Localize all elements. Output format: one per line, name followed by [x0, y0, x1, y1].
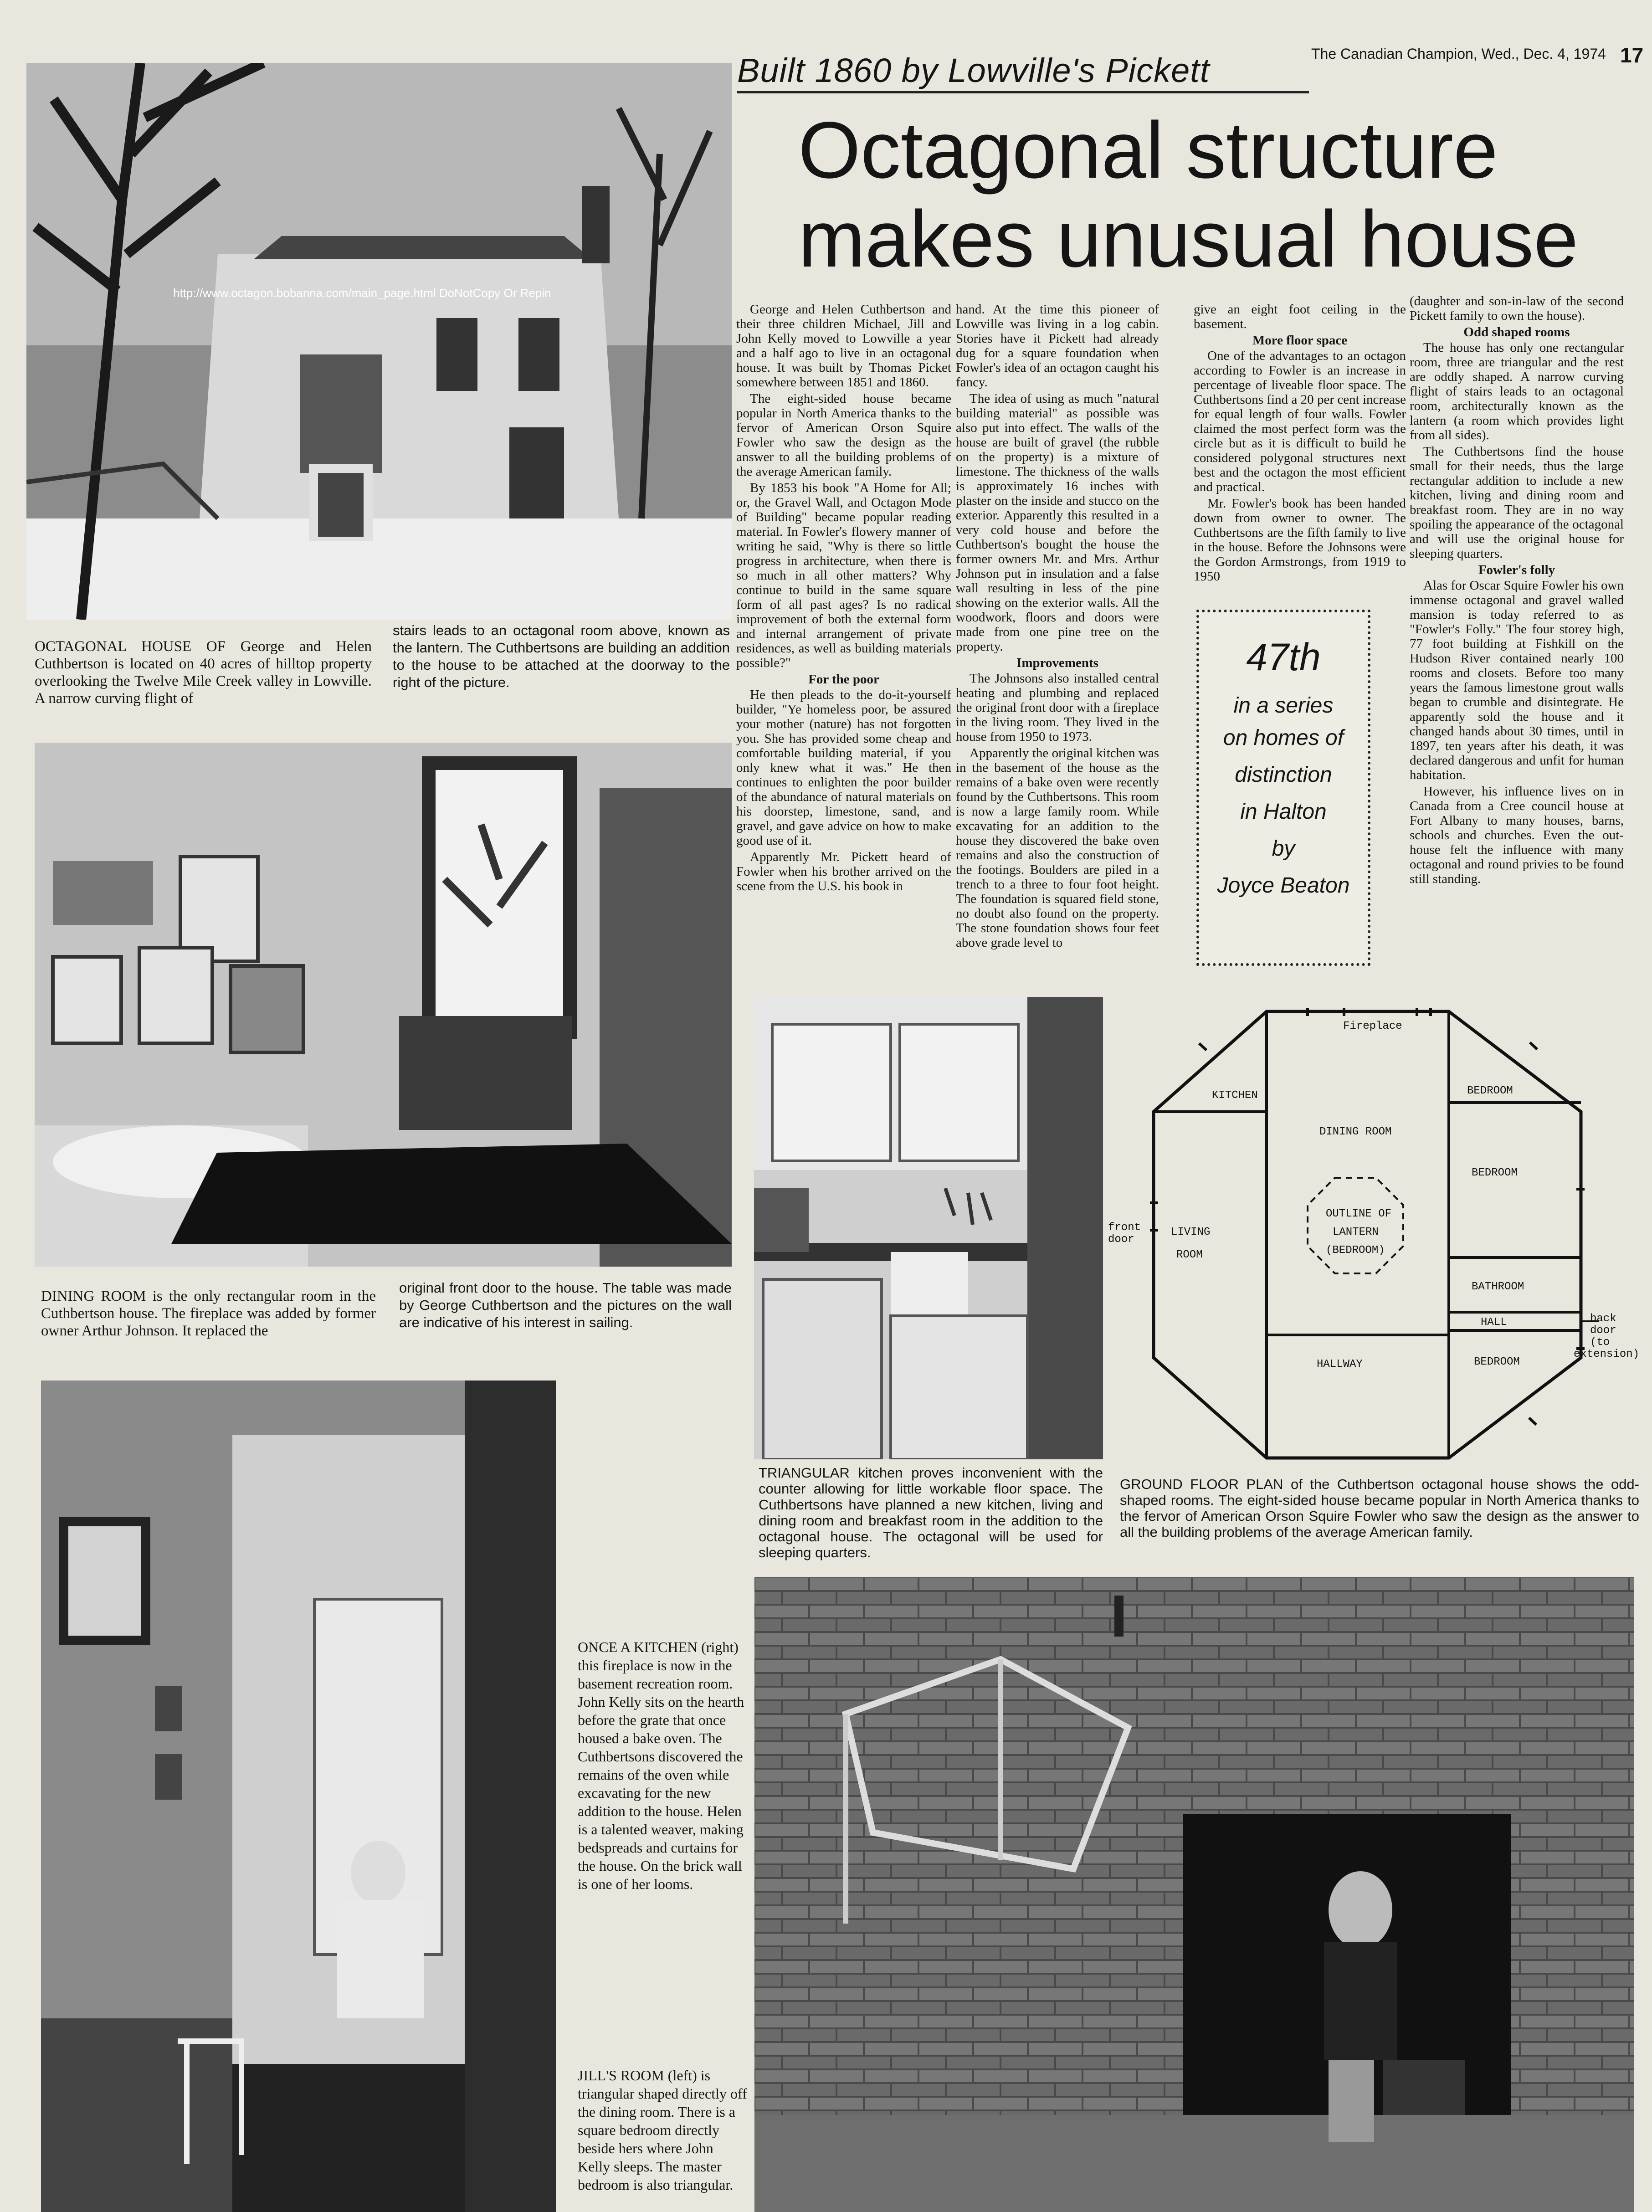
col1-para-2: The eight-sided house became popular in North America thanks to the fervor of American Orson Squire Fowler who saw the design as the answer to all the building problems of the average American family.	[736, 391, 951, 479]
series-box	[1196, 610, 1370, 966]
col1-subhead: For the poor	[808, 672, 879, 687]
col3-para-3: Mr. Fowler's book has been handed down from owner to owner. The Cuthbertsons are the fifth family to live in the house. Before the Johnsons were the Gordon Armstrongs, from 1919 to 1950	[1194, 496, 1406, 584]
plan-back-label-3: (to	[1590, 1336, 1610, 1349]
col3-para-2: One of the advantages to an octagon according to Fowler is an increase in percentage of liveable floor space. The Cuthbertsons find a 20 per cent increase for equal length of four walls. Fowler claimed the most perfect form was the circle but as it is difficult to build he considered polygonal structures next best and the octagon the most efficient and practical.	[1194, 349, 1406, 494]
floor-plan-caption: GROUND FLOOR PLAN of the Cuthbertson octagonal house shows the odd-shaped rooms. The eight-sided house became popular in North America thanks to the fervor of American Orson Squire Fowler who saw the design as the answer to all the building problems of the average American family.	[1120, 1476, 1639, 1540]
series-line-5: in Halton	[1240, 800, 1327, 824]
article-column-1	[736, 302, 951, 895]
col2-para-1: hand. At the time this pioneer of Lowville was living in a log cabin. Stories have it Pickett had already dug for a square foundation when Fowler's idea of an octagon caught his fancy.	[956, 302, 1159, 390]
kitchen-photo	[754, 997, 1103, 1459]
series-author: Joyce Beaton	[1217, 873, 1350, 898]
plan-hall-label: HALL	[1481, 1316, 1507, 1329]
col1-para-4: He then pleads to the do-it-yourself builder, "Ye homeless poor, be assured your mother (nature) has not forgotten you. She has provided some cheap and comfortable building material, if you only knew what it was." He then continues to enlighten the poor builder of the abundance of natural materials on his doorstep, limestone, sand, and gravel, and gave advice on how to make good use of it.	[736, 688, 951, 848]
kicker-underline	[737, 91, 1309, 93]
col4-para-2: The house has only one rectangular room, three are triangular and the rest are oddly shaped. A narrow curving flight of stairs leads to an octagonal room, architecturally known as the lantern (a room which provides light from all sides).	[1410, 340, 1624, 442]
headline-line-1: Octagonal structure	[798, 106, 1498, 195]
plan-outline-label-3: (BEDROOM)	[1326, 1244, 1385, 1257]
plan-bedroom-1-label: BEDROOM	[1467, 1085, 1513, 1097]
article-column-3	[1194, 302, 1406, 585]
watermark-text: http://www.octagon.bobanna.com/main_page.html DoNotCopy Or Repin	[173, 286, 551, 300]
plan-outline-label-1: OUTLINE OF	[1326, 1208, 1392, 1220]
dining-room-photo	[35, 743, 732, 1267]
plan-kitchen-label: KITCHEN	[1212, 1089, 1258, 1102]
house-caption-right: stairs leads to an octagonal room above, known as the lantern. The Cuthbertsons are building an addition to the house to be attached at the doorway to the right of the picture.	[393, 622, 730, 690]
series-number: 47th	[1246, 636, 1321, 678]
plan-fireplace-label: Fireplace	[1343, 1020, 1402, 1032]
series-line-3: on homes of	[1223, 726, 1344, 750]
page-number: 17	[1620, 43, 1644, 67]
article-column-4	[1410, 294, 1624, 888]
col2-para-3: The Johnsons also installed central heating and plumbing and replaced the original front door with a fireplace in the living room. They lived in the house from 1950 to 1973.	[956, 671, 1159, 744]
col2-subhead: Improvements	[1016, 656, 1098, 670]
col4-para-4: Alas for Oscar Squire Fowler his own immense octagonal and gravel walled mansion is today referred to as "Fowler's Folly." The four storey high, 77 foot building at Fishkill on the Hudson River contained nearly 100 rooms and closets. Before too many years the famous limestone grout walls began to crumble and disintegrate. He apparently sold the house and it changed hands about 30 times, until in 1897, ten years after his death, it was declared dangerous and unfit for human habitation.	[1410, 578, 1624, 782]
col1-para-1: George and Helen Cuthbertson and their three children Michael, Jill and John Kelly moved to Lowville a year and a half ago to live in an octagonal house. It was built by Thomas Picket somewhere between 1851 and 1860.	[736, 302, 951, 390]
col2-para-2: The idea of using as much "natural building material" as possible was also put into effect. The walls of the house are built of gravel (the rubble on the property) is a mixture of limestone. The thickness of the walls is approximately 16 inches with plaster on the inside and stucco on the exterior. Apparently this resulted in a very cold house and before the Cuthbertson's bought the house the former owners Mr. and Mrs. Arthur Johnson put in insulation and a false wall resulting in less of the pine showing on the exterior walls. All the woodwork, floors and doors were made from one pine tree on the property.	[956, 391, 1159, 654]
series-line-6: by	[1272, 837, 1295, 861]
plan-back-label-2: door	[1590, 1324, 1616, 1337]
plan-dining-room-label: DINING ROOM	[1319, 1126, 1392, 1138]
plan-outline-label-2: LANTERN	[1333, 1226, 1379, 1238]
series-line-4: distinction	[1235, 763, 1332, 787]
plan-bedroom-2-label: BEDROOM	[1472, 1167, 1518, 1179]
fireplace-photo	[754, 1577, 1634, 2212]
kicker: Built 1860 by Lowville's Pickett	[737, 51, 1210, 89]
col4-subhead-2: Fowler's folly	[1478, 563, 1555, 577]
house-caption-left: OCTAGONAL HOUSE OF George and Helen Cuthbertson is located on 40 acres of hilltop property overlooking the Twelve Mile Creek valley in Lowville. A narrow curving flight of	[35, 638, 372, 707]
col1-para-5: Apparently Mr. Pickett heard of Fowler when his brother arrived on the scene from the U.S. his book in	[736, 850, 951, 893]
plan-hallway-label: HALLWAY	[1317, 1358, 1363, 1370]
col4-para-3: The Cuthbertsons find the house small for their needs, thus the large rectangular addition to include a new kitchen, living and dining room and breakfast room. They are in no way spoiling the appearance of the octagonal and will use the original house for sleeping quarters.	[1410, 444, 1624, 561]
kitchen-caption: TRIANGULAR kitchen proves inconvenient with the counter allowing for little workable floor space. The Cuthbertsons have planned a new kitchen, living and dining room and breakfast room in the addition to the octagonal house. The octagonal will be used for sleeping quarters.	[759, 1465, 1103, 1560]
col4-para-1: (daughter and son-in-law of the second Pickett family to own the house).	[1410, 294, 1624, 323]
plan-bedroom-3-label: BEDROOM	[1474, 1356, 1520, 1368]
plan-front-label-2: door	[1108, 1233, 1134, 1246]
article-column-2-body	[956, 302, 1159, 952]
col4-para-5: However, his influence lives on in Canada from a Cree council house at Fort Albany to many houses, barns, schools and churches. Even the out-house felt the influence with many octagonal and round privies to be found still standing.	[1410, 784, 1624, 886]
col3-subhead: More floor space	[1252, 333, 1348, 348]
plan-back-label-4: extension)	[1574, 1348, 1640, 1360]
house-exterior-photo	[26, 63, 732, 620]
col3-para-1: give an eight foot ceiling in the basement.	[1194, 302, 1406, 331]
plan-living-label-2: ROOM	[1176, 1249, 1203, 1261]
once-kitchen-caption: ONCE A KITCHEN (right) this fireplace is now in the basement recreation room. John Kelly sits on the hearth before the grate that once housed a bake oven. The Cuthbertsons discovered the remains of the oven while excavating for the new addition to the house. Helen is a talented weaver, making bedspreads and curtains for the house. On the brick wall is one of her looms.	[578, 1639, 744, 1892]
plan-back-label-1: back	[1590, 1313, 1616, 1325]
series-line-2: in a series	[1233, 693, 1334, 718]
plan-bathroom-label: BATHROOM	[1472, 1281, 1524, 1293]
floor-plan	[1103, 1002, 1652, 1472]
jills-room-photo	[41, 1381, 556, 2212]
dining-caption-left: DINING ROOM is the only rectangular room in the Cuthbertson house. The fireplace was added by former owner Arthur Johnson. It replaced the	[41, 1288, 376, 1339]
col2-para-4: Apparently the original kitchen was in the basement of the house as the remains of a bake oven were recently found by the Cuthbertsons. This room is now a large family room. While excavating for an addition to the house they discovered the bake oven remains and also the construction of the footings. Boulders are piled in a trench to a three to four foot height. The foundation is squared field stone, no doubt also found on the property. The stone foundation shows four feet above grade level to	[956, 746, 1159, 950]
col4-subhead: Odd shaped rooms	[1463, 325, 1570, 339]
headline-line-2: makes unusual house	[798, 195, 1579, 284]
plan-living-label-1: LIVING	[1171, 1226, 1211, 1238]
jills-room-caption: JILL'S ROOM (left) is triangular shaped directly off the dining room. There is a square bedroom directly beside hers where John Kelly sleeps. The master bedroom is also triangular.	[578, 2067, 747, 2193]
col1-para-3: By 1853 his book "A Home for All; or, the Gravel Wall, and Octagon Mode of Building" became popular reading material. In Fowler's flowery manner of writing he said, "Why is there so little progress in architecture, when there is so much in all other matters? Why continue to build in the same square form of all past ages? Is no radical improvement of both the external form and internal arrangement of private residences, as well as building materials possible?"	[736, 481, 951, 670]
dining-caption-right: original front door to the house. The table was made by George Cuthbertson and the pictures on the wall are indicative of his interest in sailing.	[399, 1280, 732, 1330]
paper-dateline: The Canadian Champion, Wed., Dec. 4, 1974	[1311, 46, 1606, 62]
plan-front-label-1: front	[1108, 1221, 1141, 1234]
